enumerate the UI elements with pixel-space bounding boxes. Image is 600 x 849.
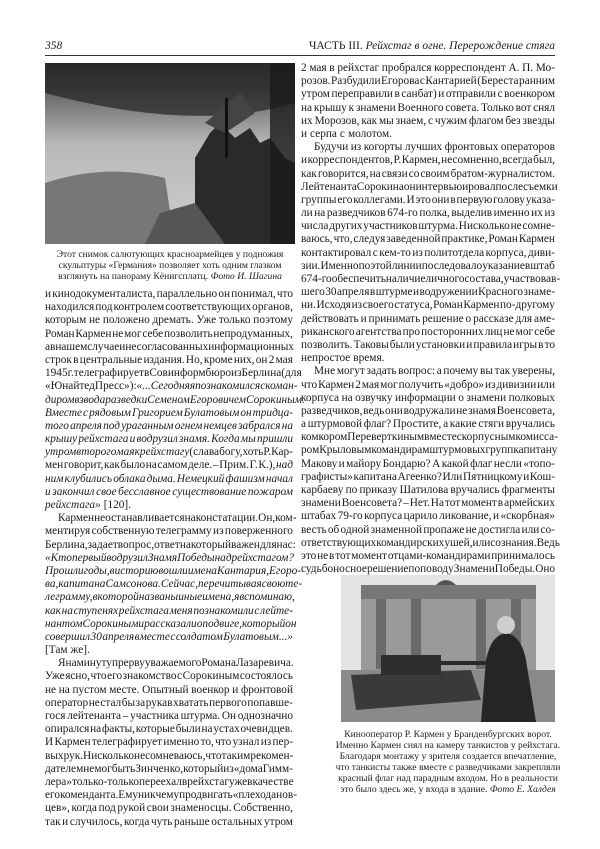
text-line: Прошли годы, в историю вошли имена Кантария, Егоро- [45,564,302,577]
caption-line: скульптуры «Германия» позволяет хоть одним глазком [58,260,282,271]
text-line: утром второго мая к рейхстагу (слава богу, хоть Р. Кар- [45,446,293,459]
text-line: судьбоносное решение по поводу Знамени Победы. Оно [301,563,556,576]
text-line: и серпа с молотом. [301,127,392,140]
text-line: зии. Именно по этой линии последовало указание в штаб [301,259,555,272]
text-line: которым не положено дремать. Уже только поэтому [45,314,293,327]
text-line: весть об одной знаменной пропаже не достигла или со- [301,523,555,536]
text-line: непростое время. [301,352,385,365]
text-line: ва, капитана Самсонова. Сейчас, перечитывая свою те- [45,578,303,591]
text-line: ли на разведчиков 674-го полка, выделив именно их из [301,207,555,220]
text-line: комкором Переверткиным вместе с корпусным комисса- [301,431,558,444]
caption-line: Благодаря монтажу у зрителя создается впечатление, [339,751,557,762]
text-line: [Там же]. [45,644,90,657]
text-line: Вместе с рядовым Григорием Булатовым он тридца- [45,406,293,419]
text-line: его коменданта. Ему ни к чему продвигать «плеходанов- [45,789,297,802]
part-label: ЧАСТЬ III. [308,40,363,52]
photo-karmen-tank [341,575,555,722]
text-line: опирался на факты, которые были на устах очевидцев. [45,723,293,736]
header-rule [45,55,555,56]
text-line: действовать и принимать решение о рассказе для аме- [301,312,555,325]
text-line: рейхстага» [120]. [45,499,132,511]
text-line: как на ступенях рейхстага меня познакомили с лейте- [45,604,293,617]
text-line: ментируя собственную телеграмму из поверженного [45,525,293,538]
text-line: контактировал с кем-то из политотдела корпуса, диви- [301,246,555,259]
text-line: оператор не стал бы за рукав хватать первого попавше- [45,696,293,709]
text-line: гося лейтенанта – участника штурма. Он однозначно [45,710,293,722]
text-line: числа других участников штурма. Нисколько не сомне- [301,220,555,233]
caption-line: Этот снимок салютующих красноармейцев у подножия [56,249,284,260]
right-text-column [301,62,561,576]
text-line: Мне могут задать вопрос: а почему вы так уверены, [314,365,555,378]
text-line: а штурмовой флаг? Простите, а какие стяги вручались [301,418,555,431]
text-line: ним клубились облака дыма. Немецкий фашизм начал [45,472,293,485]
photo2-caption [320,729,576,795]
running-header [309,40,555,52]
text-line: риканского агентства про посторонних лиц не мог себе [301,325,555,338]
text-line: цев», когда под рукой свои знаменосцы. Собственно, [45,802,293,815]
text-line: на крышу к знамени Военного совета. Только вот снял [301,101,555,114]
left-text-column [45,288,305,829]
text-line: и корреспондентов, Р. Кармен, несомненно, всегда был, [301,154,555,167]
text-line: их Морозов, как мы знаем, с чужим флагом без звезды [301,114,555,127]
text-line: не на пустом месте. Опытный военкор и фронтовой [45,683,293,696]
text-line: находился под контролем соответствующих органов, [45,301,293,314]
text-line: ваюсь, что, следуя заведенной практике, Роман Кармен [301,233,555,246]
text-line: дателем не мог быть Зинченко, который из «дома Гимм- [45,762,293,775]
text-line: «Кто первый водрузил Знамя Победы над рейхстагом? [45,551,295,564]
text-line: Роман Кармен не мог себе позволить непродуманных, [45,327,293,340]
text-line: знамени Военсовета? – Нет. На тот момент в армейских [301,497,555,510]
text-line: разведчиков, ведь они водружали не знамя Военсовета, [301,404,555,417]
text-line: утром переправили в санбат) и отправили с военкором [301,88,555,101]
text-line: 674-го обеспечить наличие личного состава, участвовав- [301,273,561,285]
caption-line: взглянуть на панораму Кёнигсплатц. Фото И. Шагина [58,271,282,282]
text-line: корпуса на озвучку информации о знамени полковых [301,391,555,404]
text-line: Будучи из когорты лучших фронтовых операторов [314,141,555,154]
text-line: графисты» капитана Агеенко? Или Пятницкому и Кош- [301,470,555,483]
text-line: 1945 г. телеграфирует в Совинформбюро из Берлина (для [45,367,302,380]
text-line: как говорится, на связи со своим братом-журналистом. [301,167,555,180]
text-line: леграмму, в которой названы иные имена, я вспоминаю, [45,591,295,604]
photo-credit: Фото И. Шагина [210,271,282,282]
text-line: Лейтенанта Сорокина он интервьюировал после съемки [301,180,558,193]
text-line: Берлина, задает вопрос, ответ на который важен для нас: [45,538,296,551]
text-line: нантом Сорокиным и рассказали о подвиге, который он [45,617,297,630]
text-line: розов. Разбудили Егорова с Кантарией (Береста ранним [301,75,555,88]
page-number: 358 [45,40,63,52]
caption-line: Кинооператор Р. Кармен у Бранденбургских ворот. [344,729,552,740]
text-line: Кармен не останавливается на констатации. Он, ком- [58,512,297,525]
text-line: ответствующих командирских ушей, или сознания. Ведь [301,536,560,549]
text-line: «Юнайтед Пресс»): «...Сегодня я познакомился с коман- [45,380,298,393]
text-line: карбаеву по приказу Шатилова вручались фрагменты [301,484,555,496]
text-line: строк в центральные издания. Но, кроме них, он 2 мая [45,353,293,366]
caption-line: красный флаг над парадным входом. Но в реальности [338,773,558,784]
text-line: ни. Исходя из своего статуса, Роман Кармен по-другому [301,299,555,312]
text-line: мен говорит, как было на самом деле. – Прим. Г. К.), над [45,459,293,472]
text-line: Я на минуту прерву уважаемого Романа Лазаревича. [58,657,294,670]
text-line: Макову и майору Бондарю? А какой флаг несли «топо- [301,457,555,470]
text-line: И Кармен телеграфирует именно то, что узнал из пер- [45,736,293,749]
text-line: крышу рейхстага и водрузил знамя. Когда мы пришли [45,433,293,446]
text-line: вых рук. Нисколько не сомневаюсь, что таким рекомен- [45,749,294,762]
text-line: того апреля под ураганным огнем немцев забрался на [45,419,293,432]
text-line: диром взвода разведки Семеном Егоровичем Сорокиным. [45,393,305,406]
text-line: это не в тот момент отцами-командирами принималось [301,549,555,562]
text-line: и кинодокументалиста, параллельно он понимал, что [45,288,293,300]
text-line: так и случилось, когда чуть раньше остальных утром [45,815,293,828]
chapter-title: Рейхстаг в огне. Перерождение стяга [365,40,555,52]
text-line: Уже ясно, что его знакомство с Сорокиным состоялось [45,670,293,683]
text-line: ром Крыловым командирам штурмовых групп капитану [301,444,558,457]
photo-soldiers-saluting [45,63,295,244]
text-line: а в нашем случае и несогласованных информационных [45,340,294,353]
text-line: совершил 30 апреля вместе с солдатом Булатовым...» [45,630,293,643]
caption-line: Именно Кармен снял на камеру танкистов у рейхстага. [335,740,561,751]
text-line: группы его коллегами. И это они в первую голову указа- [301,193,555,206]
text-line: позволить. Таковы были установки и правила игры в то [301,338,555,351]
photo-credit: Фото Е. Халдея [489,784,556,795]
caption-line: это было здесь же, у входа в здание. Фото Е. Халдея [340,784,556,795]
text-line: что Кармен 2 мая мог получить «добро» из дивизии или [301,378,555,391]
text-line: лера» только-только переехал в рейхстаг уже в качестве [45,775,294,788]
text-line: шего 30 апреля в штурме и водружении Красного знаме- [301,286,555,299]
text-line: 2 мая в рейхстаг пробрался корреспондент А. П. Мо- [301,62,555,74]
text-line: и закончил свое бесславное существование пожаром [45,485,293,498]
photo1-caption [45,249,295,282]
text-line: штабах 79-го корпуса царило ликование, и «скорбная» [301,510,555,523]
caption-line: что танкисты также вместе с разведчиками закрепляли [335,762,561,773]
